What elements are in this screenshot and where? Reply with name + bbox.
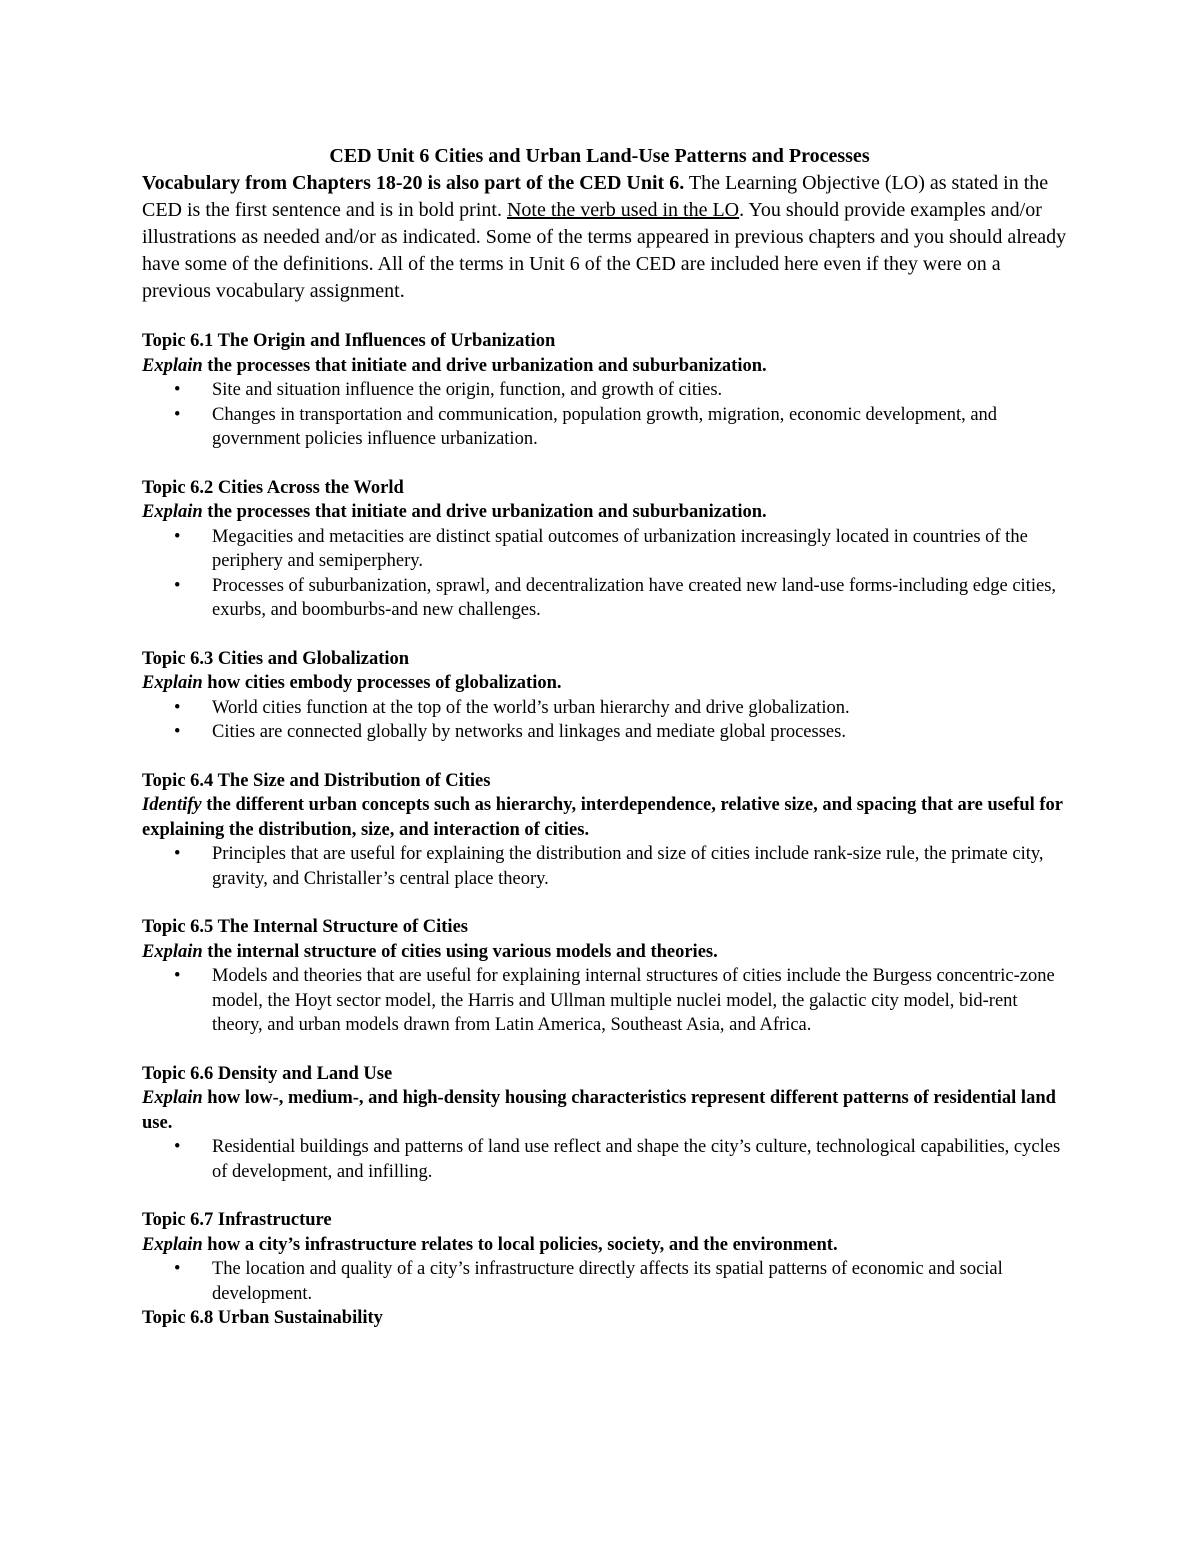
list-item [142, 378, 1072, 403]
objective-verb: Explain [142, 502, 203, 522]
objective-verb: Explain [142, 673, 203, 693]
list-item [142, 720, 1072, 745]
list-item-text: Changes in transportation and communication, population growth, migration, economic development, and government policies influence urbanization. [212, 404, 998, 449]
document-title: CED Unit 6 Cities and Urban Land-Use Patterns and Processes [329, 145, 870, 167]
topic-section [142, 1306, 1072, 1331]
list-item-text: The location and quality of a city’s infrastructure directly affects its spatial patterns of economic and social development. [212, 1259, 1003, 1304]
bullet-icon: • [174, 380, 181, 400]
list-item [142, 1135, 1072, 1184]
intro-text: The Learning Objective (LO) as stated in the CED is the first sentence and is in bold print. [142, 172, 1049, 221]
topic-title: Topic 6.5 The Internal Structure of Cities [142, 917, 468, 937]
topic-section [142, 769, 1072, 892]
bullet-icon: • [174, 1137, 181, 1157]
knowledge-points-list [142, 842, 1072, 891]
list-item [142, 964, 1072, 1038]
objective-text: how low-, medium-, and high-density housing characteristics represent different patterns of residential land use. [142, 1088, 1056, 1133]
objective-text: the processes that initiate and drive urbanization and suburbanization. [202, 502, 767, 522]
knowledge-points-list [142, 525, 1072, 623]
list-item-text: Megacities and metacities are distinct spatial outcomes of urbanization increasingly located in countries of the periphery and semiperphery. [212, 526, 1028, 571]
bullet-icon: • [174, 844, 181, 864]
knowledge-points-list [142, 378, 1072, 452]
topic-title: Topic 6.3 Cities and Globalization [142, 648, 410, 669]
intro-text-continued: . You should provide examples and/or illustrations as needed and/or as indicated. Some of the terms appeared in previous chapters and you should already have some of the definitions. All of the terms in Unit 6 of the CED are included here even if they were on a previous vocabulary assignment. [142, 199, 1067, 302]
list-item-text: Cities are connected globally by networks and linkages and mediate global processes. [212, 722, 846, 742]
bullet-icon: • [174, 722, 181, 742]
list-item-text: Models and theories that are useful for explaining internal structures of cities include the Burgess concentric-zone model, the Hoyt sector model, the Harris and Ullman multiple nuclei model, the galactic city model, bid-rent theory, and urban models drawn from Latin America, Southeast Asia, and Africa. [212, 966, 1055, 1035]
list-item-text: Processes of suburbanization, sprawl, and decentralization have created new land-use forms-including edge cities, exurbs, and boomburbs-and new challenges. [212, 575, 1057, 620]
topics-list [142, 329, 1072, 1331]
learning-objective [142, 940, 1072, 965]
document-content [142, 143, 1072, 1331]
topic-section [142, 1062, 1072, 1185]
topic-title: Topic 6.6 Density and Land Use [142, 1063, 393, 1084]
list-item [142, 574, 1072, 623]
objective-text: the internal structure of cities using various models and theories. [202, 941, 718, 962]
objective-verb: Explain [142, 1088, 203, 1108]
bullet-icon: • [174, 697, 181, 718]
list-item-text: Residential buildings and patterns of land use reflect and shape the city’s culture, technological capabilities, cycles of development, and infilling. [212, 1137, 1061, 1182]
bullet-icon: • [174, 1259, 181, 1279]
list-item [142, 842, 1072, 891]
intro-bold-sentence: Vocabulary from Chapters 18-20 is also part of the CED Unit 6. [142, 172, 685, 194]
knowledge-points-list [142, 1257, 1072, 1306]
topic-section [142, 329, 1072, 452]
intro-paragraph [142, 170, 1072, 305]
learning-objective [142, 1233, 1072, 1258]
objective-text: how cities embody processes of globalization. [202, 673, 562, 693]
topic-title: Topic 6.2 Cities Across the World [142, 477, 404, 498]
topic-title: Topic 6.4 The Size and Distribution of Cities [142, 770, 491, 791]
topic-section [142, 647, 1072, 745]
bullet-icon: • [174, 526, 181, 547]
learning-objective [142, 500, 1072, 525]
list-item-text: Principles that are useful for explaining the distribution and size of cities include rank-size rule, the primate city, gravity, and Christaller’s central place theory. [212, 844, 1044, 889]
objective-text: the processes that initiate and drive urbanization and suburbanization. [202, 355, 767, 376]
objective-verb: Explain [142, 1234, 203, 1255]
objective-verb: Identify [142, 795, 202, 815]
knowledge-points-list [142, 1135, 1072, 1184]
learning-objective [142, 354, 1072, 379]
bullet-icon: • [174, 966, 181, 986]
learning-objective [142, 793, 1072, 842]
list-item [142, 403, 1072, 452]
bullet-icon: • [174, 575, 181, 596]
knowledge-points-list [142, 964, 1072, 1038]
intro-underlined-note: Note the verb used in the LO [506, 199, 740, 221]
learning-objective [142, 1086, 1072, 1135]
topic-title: Topic 6.7 Infrastructure [142, 1210, 332, 1230]
objective-text: the different urban concepts such as hierarchy, interdependence, relative size, and spacing that are useful for explaining the distribution, size, and interaction of cities. [142, 795, 1063, 840]
bullet-icon: • [174, 404, 181, 425]
objective-verb: Explain [142, 355, 203, 376]
topic-section [142, 915, 1072, 1038]
objective-text: how a city’s infrastructure relates to local policies, society, and the environment. [202, 1234, 838, 1255]
list-item [142, 696, 1072, 721]
objective-verb: Explain [142, 941, 203, 962]
topic-section [142, 1208, 1072, 1306]
knowledge-points-list [142, 696, 1072, 745]
topic-section [142, 476, 1072, 623]
list-item-text: World cities function at the top of the world’s urban hierarchy and drive globalization. [212, 697, 850, 718]
topic-title: Topic 6.1 The Origin and Influences of Urbanization [142, 331, 556, 351]
list-item-text: Site and situation influence the origin, function, and growth of cities. [212, 380, 723, 400]
list-item [142, 525, 1072, 574]
topic-title: Topic 6.8 Urban Sustainability [142, 1308, 383, 1328]
learning-objective [142, 671, 1072, 696]
list-item [142, 1257, 1072, 1306]
